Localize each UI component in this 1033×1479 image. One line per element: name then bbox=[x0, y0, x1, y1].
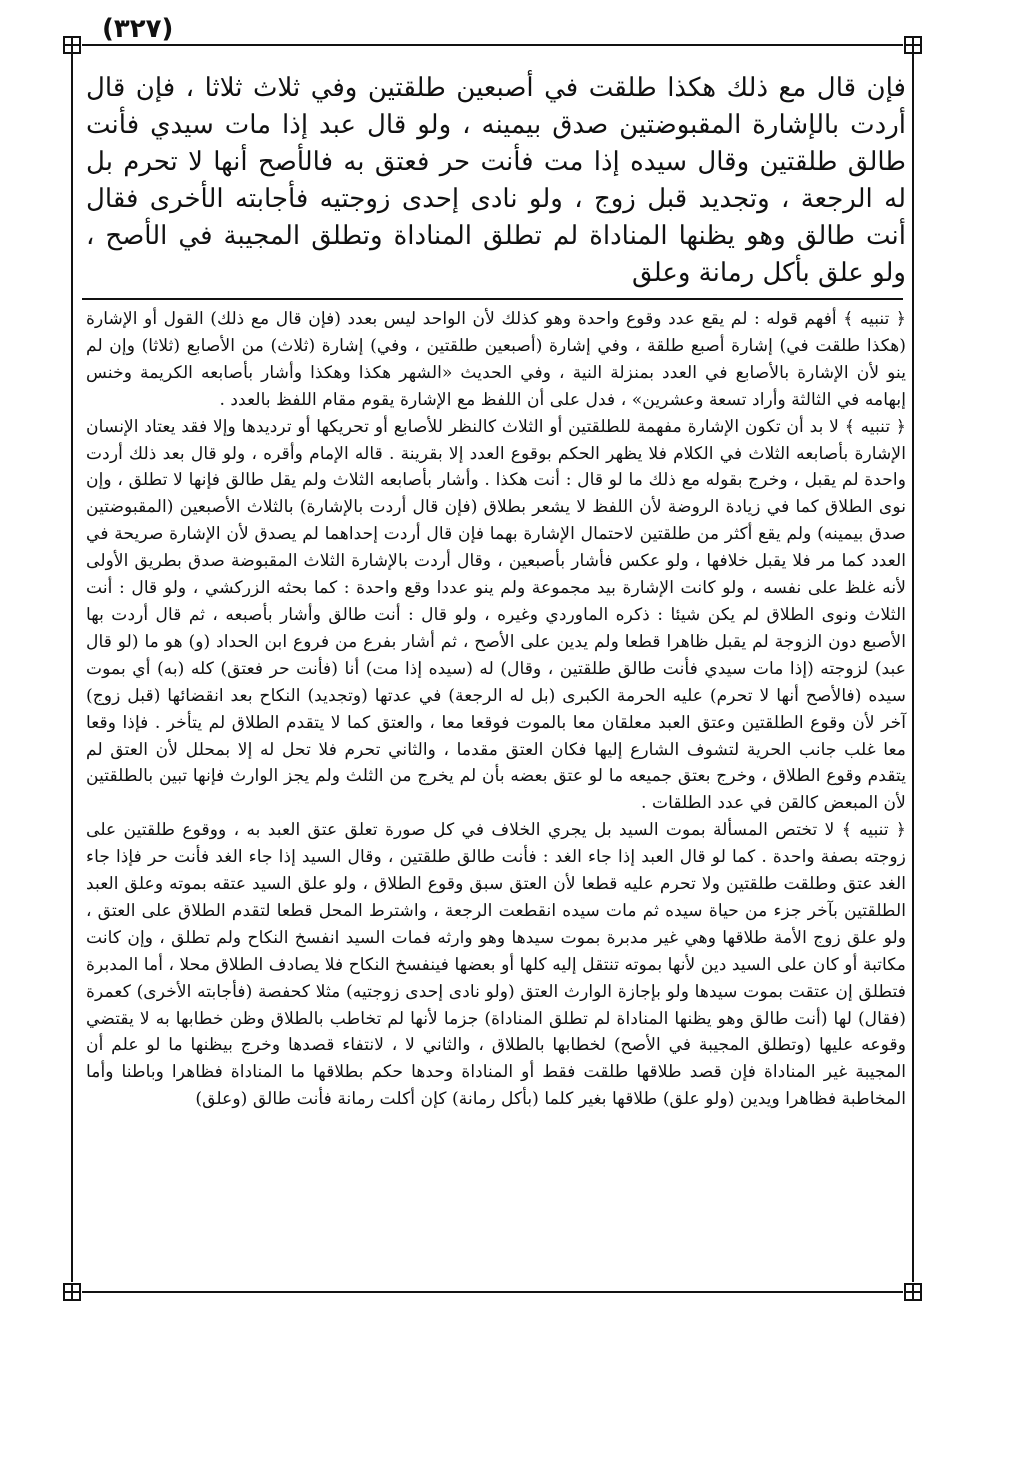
matn-divider-line bbox=[82, 298, 903, 300]
sharh-text-block bbox=[86, 306, 906, 1113]
sharh-paragraph: ﴿ تنبيه ﴾ لا بد أن تكون الإشارة مفهمة للطلقتين أو الثلاث كالنظر للأصابع أو تحريكها أو ترديدها وإلا فقد يعتاد الإنسان الإشارة بأصابعه الثلاث في الكلام فلا يظهر الحكم بوقوع العدد إلا بقرينة . قاله الإمام وأقره ، ولو قال بعد ذلك أردت واحدة لم يقبل ، وخرج بقوله مع ذلك ما لو قال : أنت هكذا . وأشار بأصابعه الثلاث ولم يقل طالق فإنها لا تطلق ، وإن نوى الطلاق كما في زيادة الروضة لأن اللفظ لا يشعر بطلاق (فإن قال أردت بالإشارة) بالثلاث الأصبعين (المقبوضتين صدق بيمينه) ولم يقع أكثر من طلقتين لاحتمال الإشارة بهما فإن قال أردت إحداهما لم يصدق لأن الإشارة صريحة في العدد كما مر فلا يقبل خلافها ، ولو عكس فأشار بأصبعين ، وقال أردت بالإشارة الثلاث المقبوضة صدق بطريق الأولى لأنه غلظ على نفسه ، ولو كانت الإشارة بيد مجموعة ولم ينو عددا وقع واحدة : كما بحثه الزركشي ، ولو قال : أنت الثلاث ونوى الطلاق لم يكن شيئا : ذكره الماوردي وغيره ، ولو قال : أنت طالق وأشار بأصبعه ، ثم قال أردت بها الأصبع دون الزوجة لم يقبل ظاهرا قطعا ولم يدين على الأصح ، ثم أشار بفرع من فروع ابن الحداد (و) هو ما (لو قال عبد) لزوجته (إذا مات سيدي فأنت طالق طلقتين ، وقال) له (سيده إذا مت) أنا (فأنت حر فعتق) كله (به) أي بموت سيده (فالأصح أنها لا تحرم) عليه الحرمة الكبرى (بل له الرجعة) في عدتها (وتجديد) النكاح بعد انقضائها (قبل زوج) آخر لأن وقوع الطلقتين وعتق العبد معلقان معا بالموت فوقعا معا ، والعتق كما لا يتقدم الطلاق لم يتأخر . فإذا وقعا معا غلب جانب الحرية لتشوف الشارع إليها فكان العتق مقدما ، والثاني تحرم فلا تحل له إلا بمحلل لأن العتق لم يتقدم وقوع الطلاق ، وخرج بعتق جميعه ما لو عتق بعضه بأن لم يخرج من الثلث ولم يجز الوارث فإنها تبين بالطلقتين لأن المبعض كالقن في عدد الطلقات . bbox=[86, 416, 906, 814]
corner-ornament-icon bbox=[62, 35, 82, 55]
outer-bottom-line bbox=[82, 1291, 903, 1293]
matn-paragraph: فإن قال مع ذلك هكذا طلقت في أصبعين طلقتين وفي ثلاث ثلاثا ، فإن قال أردت بالإشارة المقبوضتين صدق بيمينه ، ولو قال عبد إذا مات سيدي فأنت طالق طلقتين وقال سيده إذا مت فأنت حر فعتق به فالأصح أنها لا تحرم بل له الرجعة ، وتجديد قبل زوج ، ولو نادى إحدى زوجتيه فأجابته الأخرى فقال أنت طالق وهو يظنها المناداة لم تطلق المناداة وتطلق المجيبة في الأصح ، ولو علق بأكل رمانة وعلق bbox=[86, 73, 906, 288]
top-border-line bbox=[82, 44, 903, 46]
page-number: (٣٢٧) bbox=[102, 14, 174, 44]
outer-left-line bbox=[71, 54, 73, 1282]
outer-right-line bbox=[912, 54, 914, 1282]
sharh-paragraph: ﴿ تنبيه ﴾ أفهم قوله : لم يقع عدد وقوع واحدة وهو كذلك لأن الواحد ليس بعدد (فإن قال مع ذلك) القول أو الإشارة (هكذا طلقت في) إشارة أصبع طلقة ، وفي إشارة (أصبعين طلقتين ، وفي) إشارة (ثلاث) من الأصابع (ثلاثا) وإن لم ينو لأن الإشارة بالأصابع في العدد بمنزلة النية ، وفي الحديث «الشهر هكذا وهكذا وأشار بأصابعه الكريمة وخنس إبهامه في الثالثة وأراد تسعة وعشرين» ، فدل على أن اللفظ مع الإشارة يقوم مقام اللفظ بالعدد . bbox=[86, 309, 906, 410]
corner-ornament-icon bbox=[903, 1282, 923, 1302]
corner-ornament-icon bbox=[903, 35, 923, 55]
corner-ornament-icon bbox=[62, 1282, 82, 1302]
sharh-paragraph: ﴿ تنبيه ﴾ لا تختص المسألة بموت السيد بل يجري الخلاف في كل صورة تعلق عتق العبد به ، ووقوع طلقتين على زوجته بصفة واحدة . كما لو قال العبد إذا جاء الغد : فأنت طالق طلقتين ، وقال السيد إذا جاء الغد فأنت حر فإذا جاء الغد عتق وطلقت طلقتين ولا تحرم عليه قطعا لأن العتق سبق وقوع الطلاق ، ولو علق السيد عتقه بموته وعلق العبد الطلقتين بآخر جزء من حياة سيده ثم مات سيده انقطعت الرجعة ، واشترط المحل قطعا لتقدم الطلاق على العتق ، ولو علق زوج الأمة طلاقها وهي غير مدبرة بموت سيدها وهو وارثه فمات السيد انفسخ النكاح ولم تطلق ، وإن كانت مكاتبة أو كان على السيد دين لأنها بموته تنتقل إليه كلها أو بعضها فينفسخ النكاح فلا يصادف الطلاق محلا ، أما المدبرة فتطلق إن عتقت بموت سيدها ولو بإجازة الوارث العتق (ولو نادى إحدى زوجتيه) مثلا كحفصة (فأجابته الأخرى) كعمرة (فقال) لها (أنت طالق وهو يظنها المناداة لم تطلق المناداة) جزما لأنها لم تخاطب بالطلاق وظن خطابها به لا يقتضي وقوعه عليها (وتطلق المجيبة في الأصح) لخطابها بالطلاق ، والثاني لا ، لانتفاء قصدها وخرج بيظنها ما لو علم أن المجيبة غير المناداة فإن قصد طلاقها طلقت فقط أو المناداة وحدها حكم بطلاقها ما المناداة فظاهرا وباطنا وأما المخاطبة فظاهرا ويدين (ولو علق) طلاقها بغير كلما (بأكل رمانة) كإن أكلت رمانة فأنت طالق (وعلق) bbox=[86, 820, 906, 1110]
matn-text-block bbox=[86, 70, 906, 292]
